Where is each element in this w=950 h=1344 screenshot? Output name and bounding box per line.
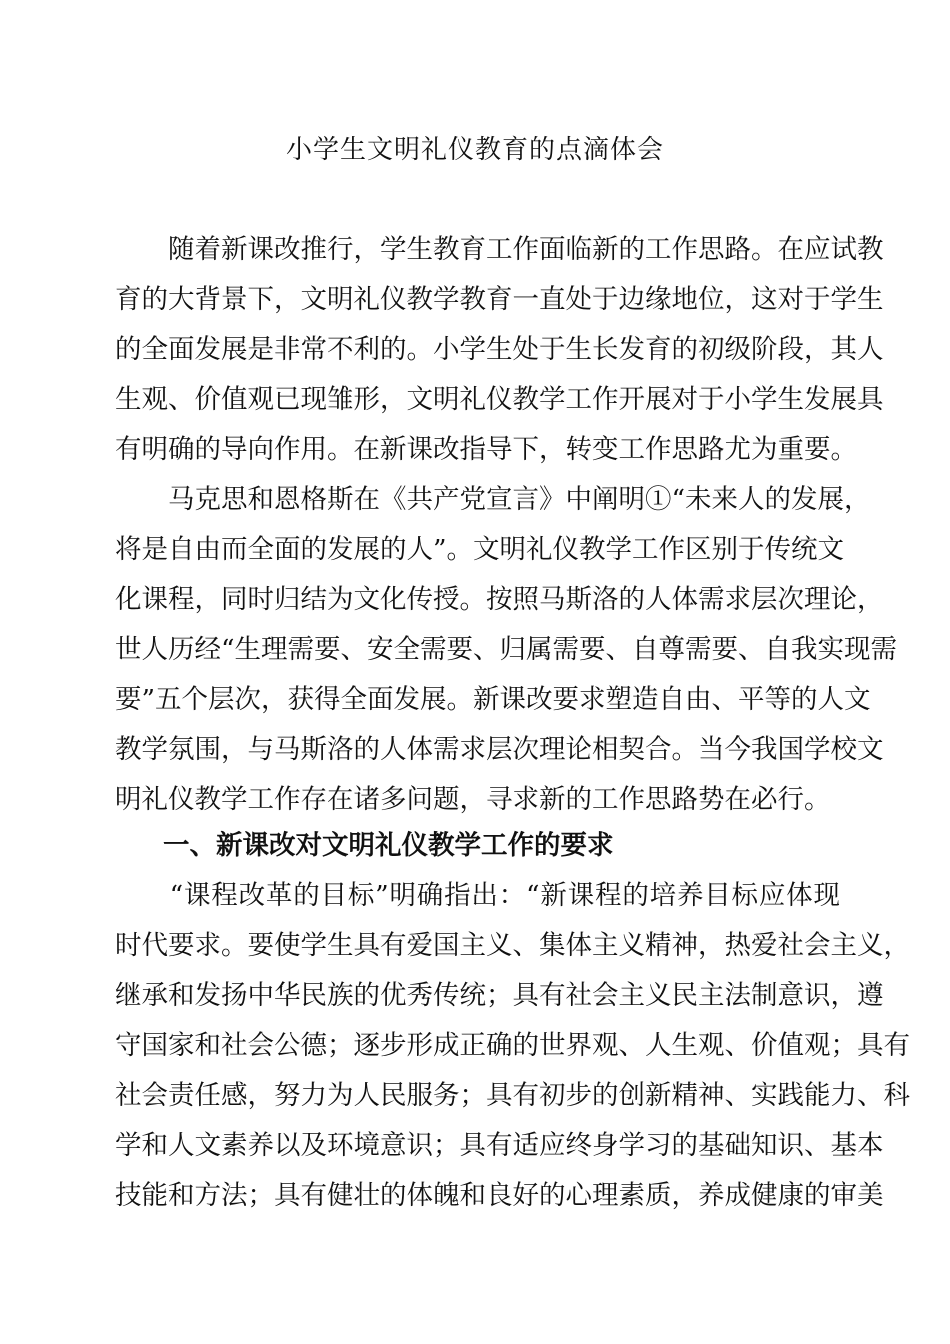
paragraph-3-line: 继承和发扬中华民族的优秀传统；具有社会主义民主法制意识，遵 <box>115 980 884 1011</box>
paragraph-1-line: 生观、价值观已现雏形，文明礼仪教学工作开展对于小学生发展具 <box>115 384 884 415</box>
paragraph-3-line: “课程改革的目标”明确指出：“新课程的培养目标应体现 <box>115 880 840 911</box>
paragraph-1-line: 有明确的导向作用。在新课改指导下，转变工作思路尤为重要。 <box>115 434 857 465</box>
paragraph-1-line: 的全面发展是非常不利的。小学生处于生长发育的初级阶段，其人 <box>115 334 884 365</box>
paragraph-2-line: 要”五个层次，获得全面发展。新课改要求塑造自由、平等的人文 <box>115 684 871 715</box>
paragraph-1-line: 随着新课改推行，学生教育工作面临新的工作思路。在应试教 <box>115 234 884 265</box>
section-heading: 一、新课改对文明礼仪教学工作的要求 <box>163 830 614 861</box>
paragraph-1-line: 育的大背景下，文明礼仪教学教育一直处于边缘地位，这对于学生 <box>115 284 884 315</box>
paragraph-2-line: 教学氛围，与马斯洛的人体需求层次理论相契合。当今我国学校文 <box>115 734 884 765</box>
paragraph-2-line: 世人历经“生理需要、安全需要、归属需要、自尊需要、自我实现需 <box>115 634 898 665</box>
paragraph-2-line: 化课程，同时归结为文化传授。按照马斯洛的人体需求层次理论， <box>115 584 884 615</box>
paragraph-3-line: 社会责任感，努力为人民服务；具有初步的创新精神、实践能力、科 <box>115 1080 910 1111</box>
paragraph-3-line: 技能和方法；具有健壮的体魄和良好的心理素质，养成健康的审美 <box>115 1180 884 1211</box>
document-title: 小学生文明礼仪教育的点滴体会 <box>285 135 664 165</box>
paragraph-3-line: 时代要求。要使学生具有爱国主义、集体主义精神，热爱社会主义， <box>115 930 910 961</box>
paragraph-2-line: 明礼仪教学工作存在诸多问题，寻求新的工作思路势在必行。 <box>115 784 831 815</box>
paragraph-2-line: 将是自由而全面的发展的人”。文明礼仪教学工作区别于传统文 <box>115 534 845 565</box>
paragraph-3-line: 学和人文素养以及环境意识；具有适应终身学习的基础知识、基本 <box>115 1130 884 1161</box>
paragraph-3-line: 守国家和社会公德；逐步形成正确的世界观、人生观、价值观；具有 <box>115 1030 910 1061</box>
paragraph-2-line: 马克思和恩格斯在《共产党宣言》中阐明①“未来人的发展， <box>115 484 871 515</box>
